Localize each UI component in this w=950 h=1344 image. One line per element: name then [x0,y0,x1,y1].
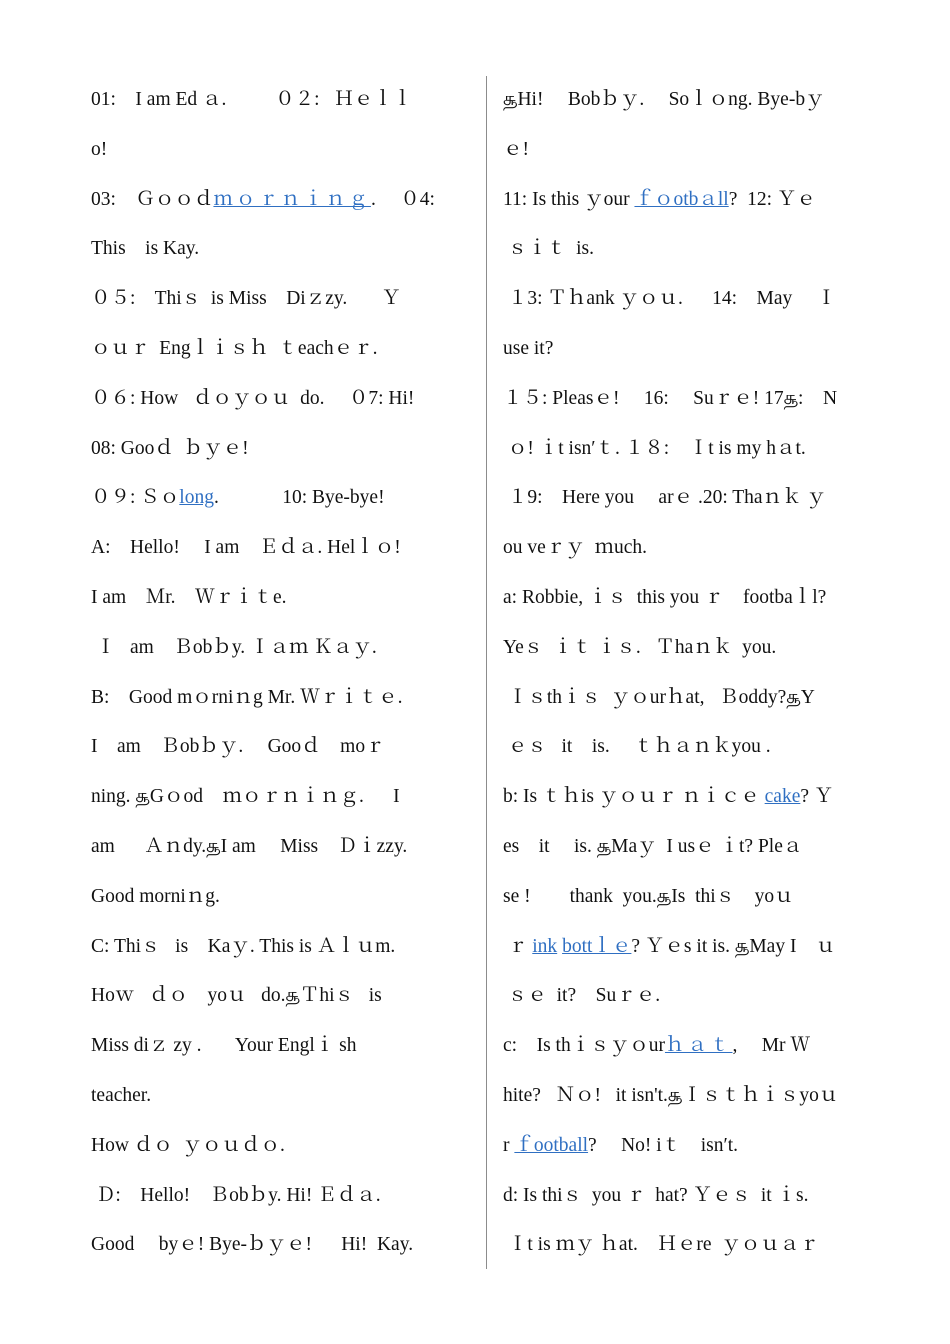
text-line [91,872,469,922]
text-segment: This is Kay. [91,238,200,260]
text-segment: Miss diｚ zy . Your Englｉ sh [91,1035,357,1057]
text-segment: ０９: Ｓｏ [91,487,180,509]
text-segment: ｏ! ｉt isn′ｔ. １８: Ｉt is my hａt. [503,437,806,459]
text-segment: Yeｓ ｉｔ ｉｓ. Ｔhaｎｋ you. [503,636,777,658]
text-segment: 03: Ｇｏｏｄ [91,188,214,210]
text-line [91,224,469,274]
text-segment: A: Hello! I am Ｅｄａ. Helｌｏ! [91,537,401,559]
text-segment: ning. ௲Gｏod ｍｏｒｎｉｎｇ. I [91,786,400,808]
text-line [91,1071,469,1121]
text-segment: se ! thank you.௲Is thiｓ yoｕ [503,885,794,907]
text-segment: am Ａｎdy.௲I am Miss Ｄｉzzy. [91,835,408,857]
text-line [91,324,469,374]
text-segment: hite? Ｎｏ! it isn't.௲Ｉｓｔｈｉｓyoｕ [503,1084,839,1106]
text-segment: Ｉｓthｉｓ ｙｏurｈat, Ｂoddy?௲Y [503,686,815,708]
text-line [503,224,883,274]
text-segment: ? Ｙｅs it is. ௲May I ｕ [631,935,836,957]
text-line [91,772,469,822]
text-segment: ｅ! [503,138,529,160]
text-segment: ? No! iｔ isn′t. [588,1134,739,1156]
text-segment: c: Is thｉｓｙｏur [503,1035,665,1057]
text-segment: C: Thiｓ is Kaｙ. This is Ａｌｕm. [91,935,396,957]
text-line [91,673,469,723]
text-line [91,1021,469,1071]
text-line [503,573,883,623]
text-segment: 11: Is this ｙour [503,188,635,210]
hyperlink-text[interactable]: long [179,487,214,509]
text-segment: ௲Hi! Bobｂｙ. Soｌｏng. Bye-bｙ [503,89,825,110]
hyperlink-text[interactable]: ｈａｔ [664,1035,733,1057]
text-line [503,822,883,872]
text-line [503,473,883,523]
text-segment: ０６: How ｄｏｙｏｕ do. ０7: Hi! [91,387,415,409]
text-segment: ? Ｙ [800,786,834,808]
text-line [91,1121,469,1171]
text-segment: o! [91,138,108,160]
text-segment: r [503,1134,515,1156]
text-segment: 01: I am Ed ａ. ０２: Ｈｅｌｌ [91,89,413,110]
text-segment: Ｄ: Hello! Ｂobｂy. Hi! Ｅｄａ. [91,1184,381,1206]
text-line [503,623,883,673]
text-line [91,274,469,324]
text-line [91,75,469,125]
text-segment: １9: Here you arｅ .20: Thaｎｋ ｙ [503,487,826,509]
text-line [503,1220,883,1270]
text-segment: es it is. ௲Maｙ I usｅ ｉt? Pleａ [503,835,803,857]
text-line [91,473,469,523]
text-segment: ｓｅ it? Suｒｅ. [503,985,661,1007]
hyperlink-text[interactable]: cake [764,786,801,808]
text-line [91,573,469,623]
text-segment: How ｄｏ ｙｏｕｄｏ. [91,1134,285,1156]
text-line [91,424,469,474]
text-line [503,125,883,175]
text-line [91,1171,469,1221]
text-line [91,922,469,972]
text-line [91,125,469,175]
text-line [91,623,469,673]
left-text-column [91,75,469,1270]
text-segment: ０５: Thiｓ is Miss Diｚzy. Ｙ [91,288,401,310]
text-line [503,75,883,125]
text-line [91,971,469,1021]
text-segment: Good morniｎg. [91,885,220,907]
hyperlink-text[interactable]: ｍｏｒｎｉｎｇ [213,188,371,210]
text-line [91,822,469,872]
text-line [91,1220,469,1270]
text-segment: ｓｉｔ is. [503,238,595,260]
hyperlink-text[interactable]: ｆootball [514,1134,589,1156]
text-segment: ｅｓ it is. ｔｈａｎｋyou . [503,736,771,758]
text-segment: use it? [503,337,554,359]
text-line [503,424,883,474]
text-segment: Ｉt is ｍｙ ｈat. Ｈｅre ｙｏｕａｒ [503,1234,819,1256]
text-segment: . 10: Bye-bye! [213,487,385,509]
text-line [503,722,883,772]
text-segment: I am Ｍr. Ｗｒｉｔe. [91,586,287,608]
text-line [503,1171,883,1221]
text-line [503,922,883,972]
text-line [91,523,469,573]
right-text-column [503,75,883,1270]
text-line [503,175,883,225]
text-line [503,872,883,922]
text-segment: １3: Ｔｈank ｙｏｕ. 14: May Ｉ [503,288,837,310]
text-line [503,374,883,424]
hyperlink-text[interactable]: bottｌｅ [562,935,632,957]
text-line [91,722,469,772]
column-divider [486,76,487,1269]
text-line [503,523,883,573]
text-segment: . ０4: [370,188,435,210]
text-segment: d: Is thiｓ you ｒ hat? Ｙｅｓ it ｉs. [503,1184,809,1206]
text-segment: Hoｗ ｄｏ yoｕ do.௲Ｔhiｓ is [91,985,382,1007]
text-segment: ｏｕｒ Engｌｉｓｈ ｔeachｅｒ. [91,337,378,359]
text-segment: teacher. [91,1084,152,1106]
text-segment: , Mr Ｗ [732,1035,810,1057]
text-line [503,971,883,1021]
text-segment: Ｉ am Ｂobｂy. Ｉａｍ Ｋａｙ. [91,636,377,658]
text-line [503,772,883,822]
text-segment: 08: Gooｄ ｂｙｅ! [91,437,249,459]
text-segment: ? 12: Ｙｅ [728,188,816,210]
text-line [503,1021,883,1071]
text-segment: B: Good mｏrniｎg Mr. Ｗｒｉｔｅ. [91,686,403,708]
text-line [91,175,469,225]
text-segment: a: Robbie, ｉｓ this you ｒ footbaｌl? [503,586,827,608]
text-line [503,324,883,374]
text-segment: ou veｒｙ ｍuch. [503,537,648,559]
text-line [503,1071,883,1121]
hyperlink-text[interactable]: ink [532,935,558,957]
text-line [503,274,883,324]
text-line [91,374,469,424]
text-segment: I am Ｂobｂｙ. Gooｄ moｒ [91,736,385,758]
text-segment: Good byｅ! Bye-ｂｙｅ! Hi! Kay. [91,1234,414,1256]
text-segment: b: Is ｔｈis ｙｏｕｒ ｎｉｃｅ [503,786,765,808]
text-line [503,1121,883,1171]
hyperlink-text[interactable]: ｆｏotbａll [634,188,729,210]
text-segment: ｒ [503,935,533,957]
text-line [503,673,883,723]
text-segment: １５: Pleasｅ! 16: Suｒｅ! 17௲: N [503,387,838,409]
